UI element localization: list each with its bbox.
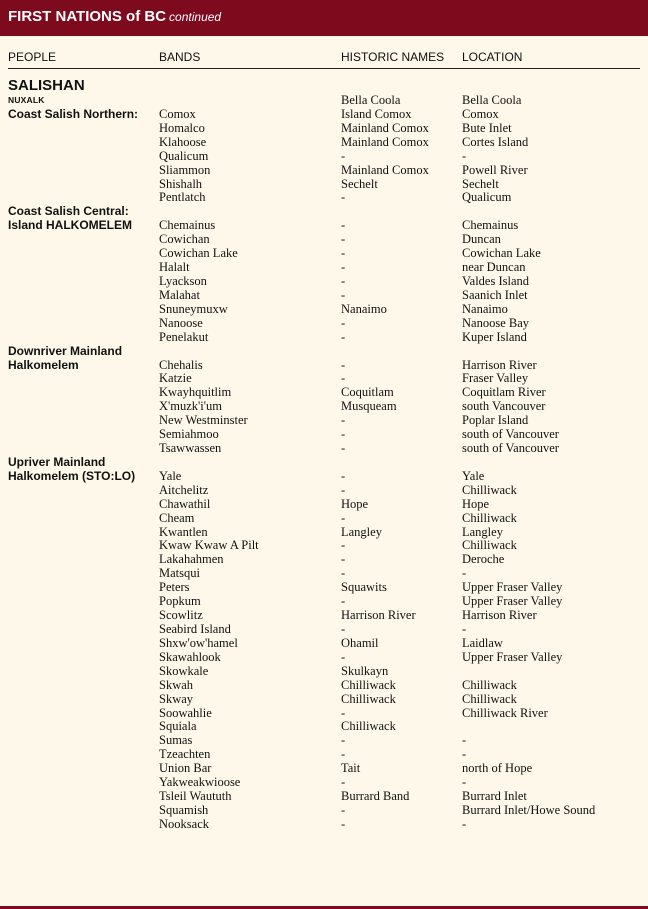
band-cell: Lakahahmen: [159, 552, 224, 567]
historic-name-cell: -: [341, 566, 346, 581]
location-cell: Chilliwack: [462, 482, 517, 497]
location-cell: Duncan: [462, 232, 501, 247]
historic-name-cell: -: [341, 552, 346, 567]
column-header-location: LOCATION: [462, 50, 523, 64]
historic-name-cell: Mainland Comox: [341, 120, 429, 135]
band-cell: Skwah: [159, 677, 194, 692]
historic-name-cell: Langley: [341, 524, 382, 539]
location-cell: Upper Fraser Valley: [462, 649, 563, 664]
band-cell: Nooksack: [159, 816, 209, 831]
historic-name-cell: -: [341, 802, 346, 817]
location-cell: Upper Fraser Valley: [462, 594, 563, 609]
location-cell: Cortes Island: [462, 134, 529, 149]
band-cell: Katzie: [159, 371, 192, 386]
band-cell: New Westminster: [159, 413, 248, 428]
table-row: [0, 121, 648, 135]
table-row: [0, 316, 648, 330]
table-row: [0, 622, 648, 636]
band-cell: Aitchelitz: [159, 482, 209, 497]
band-cell: Tsleil Waututh: [159, 789, 232, 803]
table-row: [0, 358, 648, 372]
table-row: [0, 190, 648, 204]
table-row: [0, 650, 648, 664]
band-cell: Nanoose: [159, 315, 203, 330]
table-row: [0, 135, 648, 149]
column-header-bands: BANDS: [159, 50, 201, 64]
historic-name-cell: -: [341, 218, 346, 233]
band-cell: Penelakut: [159, 329, 209, 344]
historic-name-cell: -: [341, 649, 346, 664]
table-row: [0, 594, 648, 608]
table-row: [0, 747, 648, 761]
table-row: [0, 427, 648, 441]
group-title: SALISHAN: [8, 77, 85, 94]
table-row: [0, 789, 648, 803]
table-row: [0, 525, 648, 539]
historic-name-cell: -: [341, 747, 346, 762]
location-cell: Kuper Island: [462, 329, 527, 344]
historic-name-cell: -: [341, 413, 346, 428]
location-cell: Burrard Inlet: [462, 789, 527, 803]
people-cell: Coast Salish Northern:: [8, 106, 139, 121]
historic-name-cell: Chilliwack: [341, 719, 396, 734]
historic-name-cell: Nanaimo: [341, 301, 387, 316]
table-row: [0, 93, 648, 107]
table-row: [0, 163, 648, 177]
band-cell: Squamish: [159, 802, 209, 817]
historic-name-cell: -: [341, 260, 346, 274]
location-cell: Comox: [462, 106, 499, 121]
table-row: [0, 608, 648, 622]
location-cell: north of Hope: [462, 761, 533, 776]
historic-name-cell: Tait: [341, 761, 361, 776]
table-row: [0, 664, 648, 678]
band-cell: Soowahlie: [159, 705, 212, 720]
historic-name-cell: -: [341, 468, 346, 483]
column-header-historic-names: HISTORIC NAMES: [341, 50, 445, 64]
location-cell: Upper Fraser Valley: [462, 580, 563, 595]
historic-name-cell: Sechelt: [341, 176, 378, 191]
table-row: [0, 636, 648, 650]
historic-name-cell: -: [341, 357, 346, 372]
table-row: [0, 775, 648, 789]
table-row: [0, 385, 648, 399]
band-cell: Matsqui: [159, 566, 200, 581]
location-cell: Chilliwack River: [462, 705, 548, 720]
column-header-people: PEOPLE: [8, 50, 57, 64]
historic-name-cell: -: [341, 482, 346, 497]
page-title: FIRST NATIONS of BC: [8, 8, 167, 25]
historic-name-cell: -: [341, 510, 346, 525]
table-row: [0, 817, 648, 831]
historic-name-cell: -: [341, 538, 346, 553]
location-cell: Chilliwack: [462, 510, 517, 525]
location-cell: Chilliwack: [462, 691, 517, 706]
table-row: [0, 107, 648, 121]
historic-name-cell: Mainland Comox: [341, 162, 429, 177]
band-cell: Cowichan: [159, 232, 210, 247]
location-cell: Chilliwack: [462, 677, 517, 692]
band-cell: Malahat: [159, 287, 200, 302]
page-header: [0, 0, 648, 36]
historic-name-cell: -: [341, 427, 346, 442]
band-cell: Tzeachten: [159, 747, 211, 762]
table-row: [0, 719, 648, 733]
location-cell: Burrard Inlet/Howe Sound: [462, 802, 596, 817]
location-cell: Sechelt: [462, 176, 499, 191]
historic-name-cell: -: [341, 329, 346, 344]
band-cell: Yale: [159, 468, 182, 483]
people-cell: Upriver Mainland: [8, 454, 106, 469]
historic-name-cell: Chilliwack: [341, 677, 396, 692]
band-cell: Tsawwassen: [159, 441, 222, 455]
table-row: [0, 566, 648, 580]
historic-name-cell: Bella Coola: [341, 93, 401, 107]
historic-name-cell: -: [341, 274, 346, 288]
location-cell: Fraser Valley: [462, 371, 529, 386]
location-cell: Yale: [462, 468, 485, 483]
band-cell: Kwaw Kwaw A Pilt: [159, 538, 259, 553]
location-cell: Deroche: [462, 552, 505, 567]
table-row: [0, 580, 648, 594]
location-cell: Qualicum: [462, 190, 512, 205]
location-cell: Harrison River: [462, 608, 537, 622]
location-cell: Hope: [462, 496, 490, 511]
table-row: [0, 246, 648, 260]
location-cell: Cowichan Lake: [462, 246, 541, 261]
people-cell: Island HALKOMELEM: [8, 218, 133, 233]
people-cell: Downriver Mainland: [8, 343, 123, 358]
historic-name-cell: -: [341, 441, 346, 455]
table-row: [0, 344, 648, 358]
historic-name-cell: Chilliwack: [341, 691, 396, 706]
location-cell: Laidlaw: [462, 635, 503, 650]
band-cell: Skawahlook: [159, 649, 221, 664]
people-cell: Halkomelem: [8, 357, 79, 372]
historic-name-cell: Island Comox: [341, 106, 412, 121]
band-cell: Kwayhquitlim: [159, 385, 232, 400]
historic-name-cell: -: [341, 622, 346, 636]
location-cell: -: [462, 566, 467, 581]
table-row: [0, 177, 648, 191]
band-cell: Sumas: [159, 733, 193, 748]
band-cell: Skowkale: [159, 663, 209, 678]
historic-name-cell: -: [341, 705, 346, 720]
table-row: [0, 761, 648, 775]
table-row: [0, 803, 648, 817]
location-cell: -: [462, 148, 467, 163]
table-row: [0, 497, 648, 511]
historic-name-cell: -: [341, 287, 346, 302]
location-cell: Powell River: [462, 162, 528, 177]
people-cell: Coast Salish Central:: [8, 204, 129, 219]
location-cell: -: [462, 816, 467, 831]
table-row: [0, 483, 648, 497]
historic-name-cell: Musqueam: [341, 399, 397, 414]
table-row: [0, 469, 648, 483]
band-cell: Cowichan Lake: [159, 246, 238, 261]
historic-name-cell: -: [341, 775, 346, 790]
location-cell: Harrison River: [462, 357, 537, 372]
historic-name-cell: Coquitlam: [341, 385, 394, 400]
band-cell: X'muzk'i'um: [159, 399, 223, 414]
band-cell: Skway: [159, 691, 194, 706]
location-cell: -: [462, 747, 467, 762]
historic-name-cell: -: [341, 246, 346, 261]
band-cell: Comox: [159, 106, 196, 121]
table-row: [0, 260, 648, 274]
location-cell: near Duncan: [462, 260, 526, 274]
table-row: [0, 149, 648, 163]
historic-name-cell: -: [341, 733, 346, 748]
location-cell: Bute Inlet: [462, 120, 512, 135]
location-cell: Saanich Inlet: [462, 287, 528, 302]
historic-name-cell: Skulkayn: [341, 663, 389, 678]
band-cell: Seabird Island: [159, 622, 231, 636]
historic-name-cell: Hope: [341, 496, 369, 511]
band-cell: Scowlitz: [159, 608, 203, 622]
historic-name-cell: -: [341, 371, 346, 386]
historic-name-cell: Harrison River: [341, 608, 416, 622]
table-row: [0, 288, 648, 302]
table-row: [0, 204, 648, 218]
location-cell: Langley: [462, 524, 503, 539]
table-row: [0, 218, 648, 232]
historic-name-cell: Ohamil: [341, 635, 379, 650]
location-cell: Chilliwack: [462, 538, 517, 553]
location-cell: Bella Coola: [462, 93, 522, 107]
location-cell: -: [462, 622, 467, 636]
historic-name-cell: -: [341, 232, 346, 247]
band-cell: Cheam: [159, 510, 195, 525]
table-row: [0, 371, 648, 385]
location-cell: -: [462, 775, 467, 790]
location-cell: Chemainus: [462, 218, 519, 233]
band-cell: Shxw'ow'hamel: [159, 635, 238, 650]
table-row: [0, 678, 648, 692]
band-cell: Halalt: [159, 260, 190, 274]
band-cell: Semiahmoo: [159, 427, 219, 442]
people-cell: NUXALK: [8, 95, 45, 105]
historic-name-cell: Burrard Band: [341, 789, 410, 803]
band-cell: Homalco: [159, 120, 205, 135]
band-cell: Squiala: [159, 719, 197, 734]
historic-name-cell: -: [341, 148, 346, 163]
band-cell: Chehalis: [159, 357, 203, 372]
location-cell: south of Vancouver: [462, 427, 559, 442]
historic-name-cell: -: [341, 315, 346, 330]
historic-name-cell: -: [341, 816, 346, 831]
table-row: [0, 413, 648, 427]
band-cell: Sliammon: [159, 162, 211, 177]
band-cell: Peters: [159, 580, 190, 595]
band-cell: Yakweakwioose: [159, 775, 241, 790]
band-cell: Popkum: [159, 594, 201, 609]
location-cell: -: [462, 733, 467, 748]
location-cell: Nanoose Bay: [462, 315, 529, 330]
table-row: [0, 733, 648, 747]
band-cell: Kwantlen: [159, 524, 208, 539]
band-cell: Chemainus: [159, 218, 216, 233]
table-row: [0, 274, 648, 288]
band-cell: Pentlatch: [159, 190, 206, 205]
band-cell: Union Bar: [159, 761, 212, 776]
location-cell: Nanaimo: [462, 301, 508, 316]
band-cell: Shishalh: [159, 176, 203, 191]
table-row: [0, 232, 648, 246]
location-cell: south of Vancouver: [462, 441, 559, 455]
location-cell: Coquitlam River: [462, 385, 546, 400]
table-row: [0, 552, 648, 566]
table-row: [0, 706, 648, 720]
band-cell: Qualicum: [159, 148, 209, 163]
table-row: [0, 330, 648, 344]
table-row: [0, 692, 648, 706]
band-cell: Klahoose: [159, 134, 207, 149]
location-cell: south Vancouver: [462, 399, 546, 414]
location-cell: Poplar Island: [462, 413, 529, 428]
historic-name-cell: Mainland Comox: [341, 134, 429, 149]
table-row: [0, 538, 648, 552]
band-cell: Chawathil: [159, 496, 211, 511]
page-subtitle: continued: [169, 10, 222, 24]
band-cell: Lyackson: [159, 274, 207, 288]
historic-name-cell: Squawits: [341, 580, 387, 595]
header-rule: [8, 68, 640, 69]
table-row: [0, 455, 648, 469]
historic-name-cell: -: [341, 594, 346, 609]
historic-name-cell: -: [341, 190, 346, 205]
table-row: [0, 441, 648, 455]
location-cell: Valdes Island: [462, 274, 529, 288]
table-row: [0, 399, 648, 413]
table-row: [0, 511, 648, 525]
band-cell: Snuneymuxw: [159, 301, 228, 316]
people-cell: Halkomelem (STO:LO): [8, 468, 136, 483]
table-row: [0, 302, 648, 316]
